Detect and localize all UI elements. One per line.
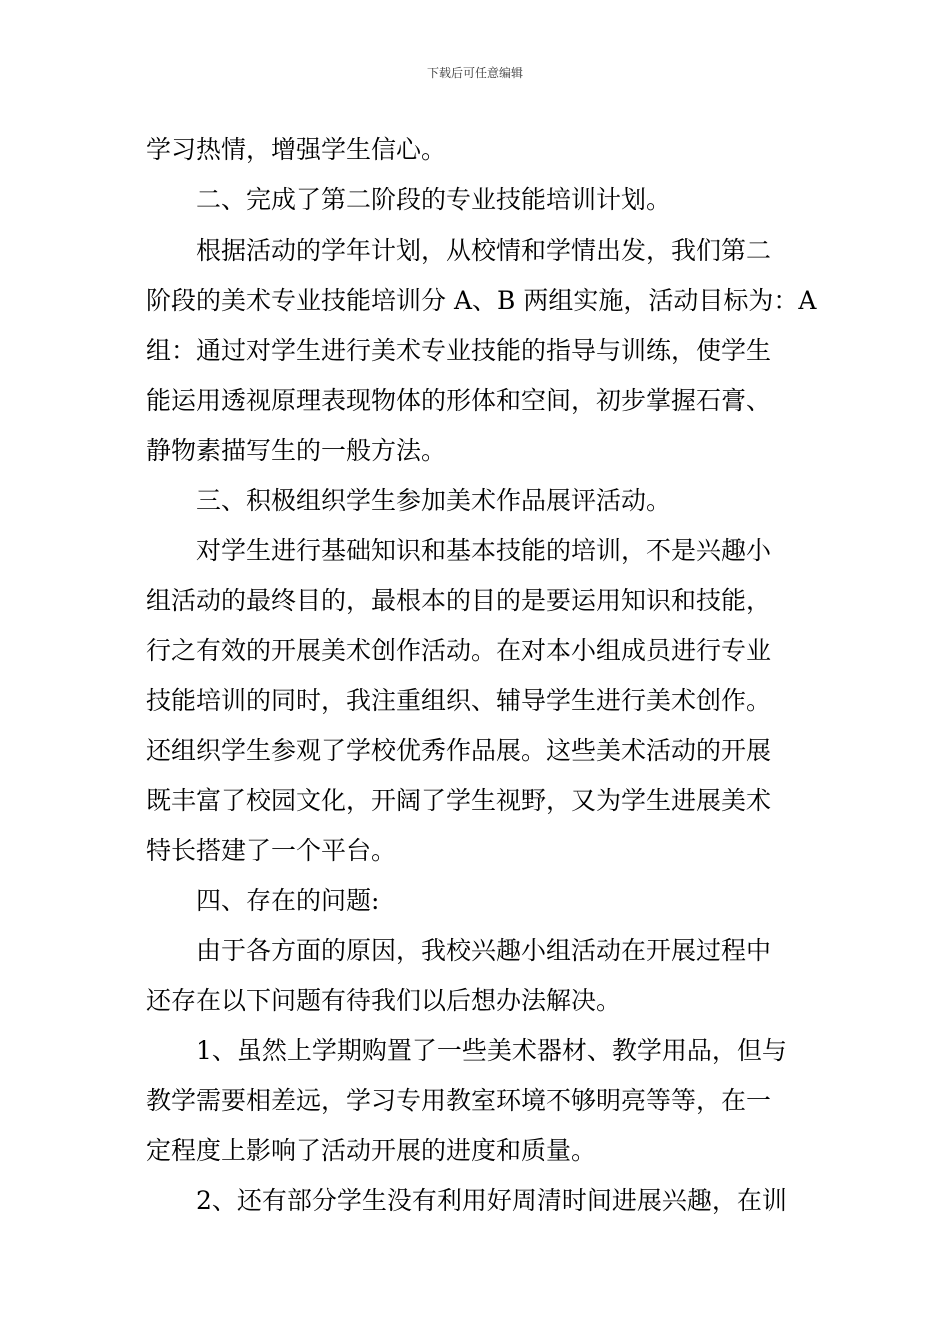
text-line: 教学需要相差远，学习专用教室环境不够明亮等等，在一 [146, 1086, 772, 1115]
text-line: 组：通过对学生进行美术专业技能的指导与训练，使学生 [146, 336, 772, 365]
text-line: 特长搭建了一个平台。 [146, 836, 397, 865]
text-line: 根据活动的学年计划，从校情和学情出发，我们第二 [196, 236, 772, 265]
text-line: 还存在以下问题有待我们以后想办法解决。 [146, 986, 622, 1015]
text-line: 阶段的美术专业技能培训分 A、B 两组实施，活动目标为：A [146, 286, 817, 315]
text-line: 组活动的最终目的，最根本的目的是要运用知识和技能， [146, 586, 772, 615]
text-line: 技能培训的同时，我注重组织、辅导学生进行美术创作。 [146, 686, 772, 715]
text-line: 能运用透视原理表现物体的形体和空间，初步掌握石膏、 [146, 386, 772, 415]
text-line: 行之有效的开展美术创作活动。在对本小组成员进行专业 [146, 636, 772, 665]
text-line: 由于各方面的原因，我校兴趣小组活动在开展过程中 [196, 936, 772, 965]
page-header: 下载后可任意编辑 [426, 66, 523, 80]
text-line: 学习热情，增强学生信心。 [146, 135, 447, 164]
section-heading: 三、积极组织学生参加美术作品展评活动。 [196, 486, 672, 515]
text-line: 2、还有部分学生没有利用好周清时间进展兴趣，在训 [196, 1186, 787, 1215]
text-line: 定程度上影响了活动开展的进度和质量。 [146, 1136, 597, 1165]
text-line: 静物素描写生的一般方法。 [146, 436, 447, 465]
text-line: 对学生进行基础知识和基本技能的培训，不是兴趣小 [196, 536, 772, 565]
text-line: 既丰富了校园文化，开阔了学生视野，又为学生进展美术 [146, 786, 772, 815]
section-heading: 二、完成了第二阶段的专业技能培训计划。 [196, 185, 672, 214]
text-line: 1、虽然上学期购置了一些美术器材、教学用品，但与 [196, 1036, 787, 1065]
section-heading: 四、存在的问题: [196, 886, 380, 915]
text-line: 还组织学生参观了学校优秀作品展。这些美术活动的开展 [146, 736, 772, 765]
